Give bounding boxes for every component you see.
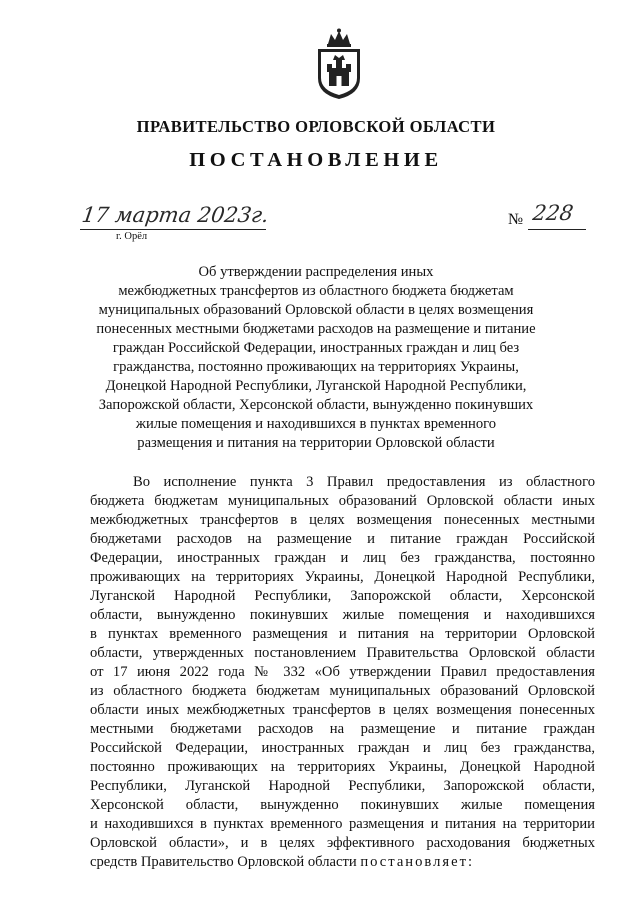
body-line: и находившихся в пунктах временного размещения и питания на территории — [90, 816, 595, 832]
title-line: размещения и питания на территории Орловской области — [137, 435, 495, 451]
body-line: Российской Федерации, иностранных граждан и лиц без гражданства, — [90, 740, 595, 756]
handwritten-date: 17 марта 2023г. — [80, 203, 271, 227]
title-line: межбюджетных трансфертов из областного бюджета бюджетам — [118, 283, 514, 299]
body-line: бюджетами расходов на размещение и питание граждан Российской — [90, 531, 595, 547]
body-line: Луганской Народной Республики, Запорожской области, Херсонской — [90, 588, 595, 604]
number-label: № — [508, 211, 524, 228]
title-line: Об утверждении распределения иных — [198, 264, 434, 280]
body-line: Орловской области», и в целях эффективного расходования бюджетных — [90, 835, 595, 851]
body-last-line — [90, 854, 595, 871]
title-line: понесенных местными бюджетами расходов на размещение и питание — [96, 321, 536, 337]
title-line: Донецкой Народной Республики, Луганской Народной Республики, — [105, 378, 527, 394]
decree-keyword: постановляет: — [360, 854, 475, 870]
body-line: Республики, Луганской Народной Республики, Запорожской области, — [90, 778, 595, 794]
body-line: в пунктах временного размещения и питания на территории Орловской — [90, 626, 595, 642]
body-line: бюджета бюджетам муниципальных образований Орловской области иных — [90, 493, 595, 509]
body-line: постоянно проживающих на территориях Украины, Донецкой Народной — [90, 759, 595, 775]
body-line: области, вынужденно покинувших жилые помещения и находившихся — [90, 607, 595, 623]
title-line: граждан Российской Федерации, иностранных граждан и лиц без — [112, 340, 520, 356]
title-line: гражданства, постоянно проживающих на территориях Украины, — [113, 359, 519, 375]
coat-of-arms-icon — [315, 28, 363, 100]
handwritten-number: 228 — [531, 201, 575, 225]
body-line: местными бюджетами расходов на размещение и питание граждан — [90, 721, 595, 737]
title-line: жилые помещения и находившихся в пунктах временного — [135, 416, 497, 432]
document-type-heading: ПОСТАНОВЛЕНИЕ — [189, 149, 443, 171]
city-label: г. Орёл — [116, 231, 148, 242]
body-line: межбюджетных трансфертов в целях возмещения понесенных местными — [90, 512, 595, 528]
body-line: от 17 июня 2022 года № 332 «Об утверждении Правил предоставления — [90, 664, 595, 680]
body-line: Херсонской области, вынужденно покинувших жилые помещения — [90, 797, 595, 813]
body-line: проживающих на территориях Украины, Донецкой Народной Республики, — [90, 569, 595, 585]
number-underline — [528, 229, 586, 230]
body-last-line-text: средств Правительство Орловской области — [90, 854, 357, 870]
date-underline — [80, 229, 266, 230]
body-line: Во исполнение пункта 3 Правил предоставления из областного — [133, 474, 595, 490]
title-line: Запорожской области, Херсонской области, вынужденно покинувших — [98, 397, 534, 413]
title-line: муниципальных образований Орловской области в целях возмещения — [98, 302, 534, 318]
body-line: области, утвержденных постановлением Правительства Орловской области — [90, 645, 595, 661]
organization-title: ПРАВИТЕЛЬСТВО ОРЛОВСКОЙ ОБЛАСТИ — [136, 117, 496, 136]
body-line: Федерации, иностранных граждан и лиц без гражданства, постоянно — [90, 550, 595, 566]
body-line: области иных межбюджетных трансфертов в целях возмещения понесенных — [90, 702, 595, 718]
body-line: из областного бюджета бюджетам муниципальных образований Орловской — [90, 683, 595, 699]
